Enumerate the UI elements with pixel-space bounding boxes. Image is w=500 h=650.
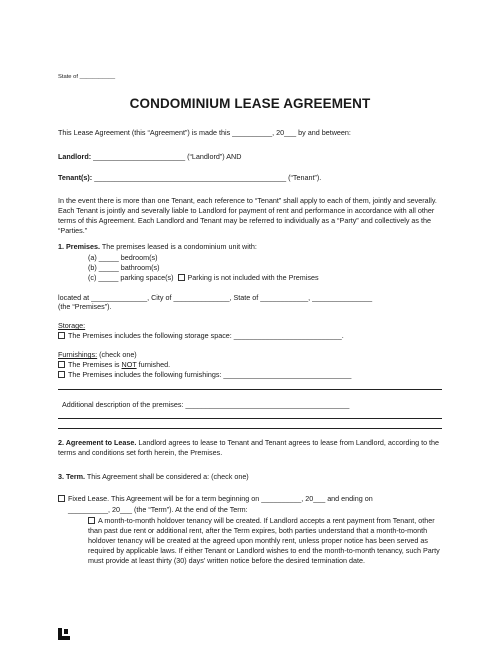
landlord-label: Landlord: bbox=[58, 152, 92, 161]
landlord-line bbox=[58, 152, 448, 162]
fixed-lease-text: Fixed Lease. This Agreement will be for a term beginning on __________, 20___ and ending on bbox=[68, 494, 373, 503]
landlord-field: _______________________ (“Landlord”) AND bbox=[91, 152, 242, 161]
term-heading: 3. Term. bbox=[58, 472, 86, 481]
checkbox[interactable] bbox=[178, 274, 185, 281]
agreement-paragraph bbox=[58, 438, 448, 458]
tenant-paragraph: In the event there is more than one Tenant, each reference to “Tenant” shall apply to each of them, jointly and severally. Each Tenant is jointly and severally liable to Landlord for payment of rent and performance in accordance with all other terms of this Agreement. Each Landlord and Tenant may be referred to individually as a “Party” and collectively as the “Parties.” bbox=[58, 196, 437, 235]
premises-bedrooms: (a) _____ bedroom(s) bbox=[88, 253, 158, 262]
agreement-text: Landlord agrees to lease to Tenant and Tenant agrees to lease from Landlord, according to the terms and conditions set forth herein, the Premises. bbox=[58, 438, 440, 457]
premises-text: The premises leased is a condominium unit with: bbox=[99, 242, 257, 251]
furnishings-option-2 bbox=[58, 370, 448, 380]
blank-line bbox=[58, 418, 442, 419]
blank-line bbox=[58, 428, 442, 429]
fixed-lease-line-2: __________, 20___ (the “Term”). At the end of the Term: bbox=[68, 505, 248, 514]
furn-2-text: The Premises includes the following furnishings: ________________________________ bbox=[68, 370, 352, 379]
premises-bathrooms: (b) _____ bathroom(s) bbox=[88, 263, 160, 272]
furnishings-option-1 bbox=[58, 360, 448, 370]
storage-text: The Premises includes the following storage space: ___________________________. bbox=[68, 331, 344, 340]
checkbox[interactable] bbox=[58, 332, 65, 339]
storage-item bbox=[58, 331, 448, 341]
intro-line: This Lease Agreement (this “Agreement”) is made this __________, 20___ by and between: bbox=[58, 128, 351, 137]
holdover-paragraph bbox=[88, 516, 450, 566]
term-line bbox=[58, 472, 448, 482]
checkbox[interactable] bbox=[58, 371, 65, 378]
furn-1-post: furnished. bbox=[136, 360, 171, 369]
state-line: State of ___________ bbox=[58, 74, 116, 80]
furn-1-pre: The Premises is bbox=[68, 360, 122, 369]
checkbox[interactable] bbox=[58, 361, 65, 368]
location-line: located at ______________, City of ______________, State of ____________, _______________ bbox=[58, 293, 373, 302]
furnishings-note: (check one) bbox=[97, 350, 137, 359]
tenant-line bbox=[58, 173, 448, 183]
checkbox[interactable] bbox=[58, 495, 65, 502]
premises-line bbox=[58, 242, 448, 252]
storage-heading: Storage: bbox=[58, 321, 86, 330]
additional-description: Additional description of the premises: _________________________________________ bbox=[62, 400, 350, 409]
document-title: CONDOMINIUM LEASE AGREEMENT bbox=[129, 96, 371, 111]
premises-parking bbox=[88, 273, 478, 283]
tenant-field: ________________________________________________ (“Tenant”). bbox=[92, 173, 322, 182]
fixed-lease-line-1 bbox=[58, 494, 448, 504]
logo-icon bbox=[58, 628, 70, 640]
furnishings-label-line bbox=[58, 350, 448, 360]
blank-line bbox=[58, 389, 442, 390]
furnishings-heading: Furnishings: bbox=[58, 350, 98, 359]
premises-heading: 1. Premises. bbox=[58, 242, 100, 251]
checkbox[interactable] bbox=[88, 517, 95, 524]
parking-spaces: (c) _____ parking space(s) bbox=[88, 273, 174, 282]
agreement-heading: 2. Agreement to Lease. bbox=[58, 438, 137, 447]
storage-label bbox=[58, 321, 448, 331]
holdover-text: A month-to-month holdover tenancy will be created. If Landlord accepts a rent payment from Tenant, other than past due rent or additional rent, after the Term expires, both parties understand that a month-to-month holdover tenancy will be created at the agreed upon monthly rent, unless proper notice has been served as required by applicable laws. If either Tenant or Landlord wishes to end the month-to-month tenancy, such Party must provide at least thirty (30) days’ written notice before the desired termination date. bbox=[88, 516, 440, 565]
the-premises-line: (the “Premises”). bbox=[58, 302, 112, 311]
term-text: This Agreement shall be considered a: (check one) bbox=[85, 472, 249, 481]
tenant-label: Tenant(s): bbox=[58, 173, 93, 182]
parking-not-included: Parking is not included with the Premises bbox=[187, 273, 319, 282]
furn-1-not: NOT bbox=[121, 360, 137, 369]
